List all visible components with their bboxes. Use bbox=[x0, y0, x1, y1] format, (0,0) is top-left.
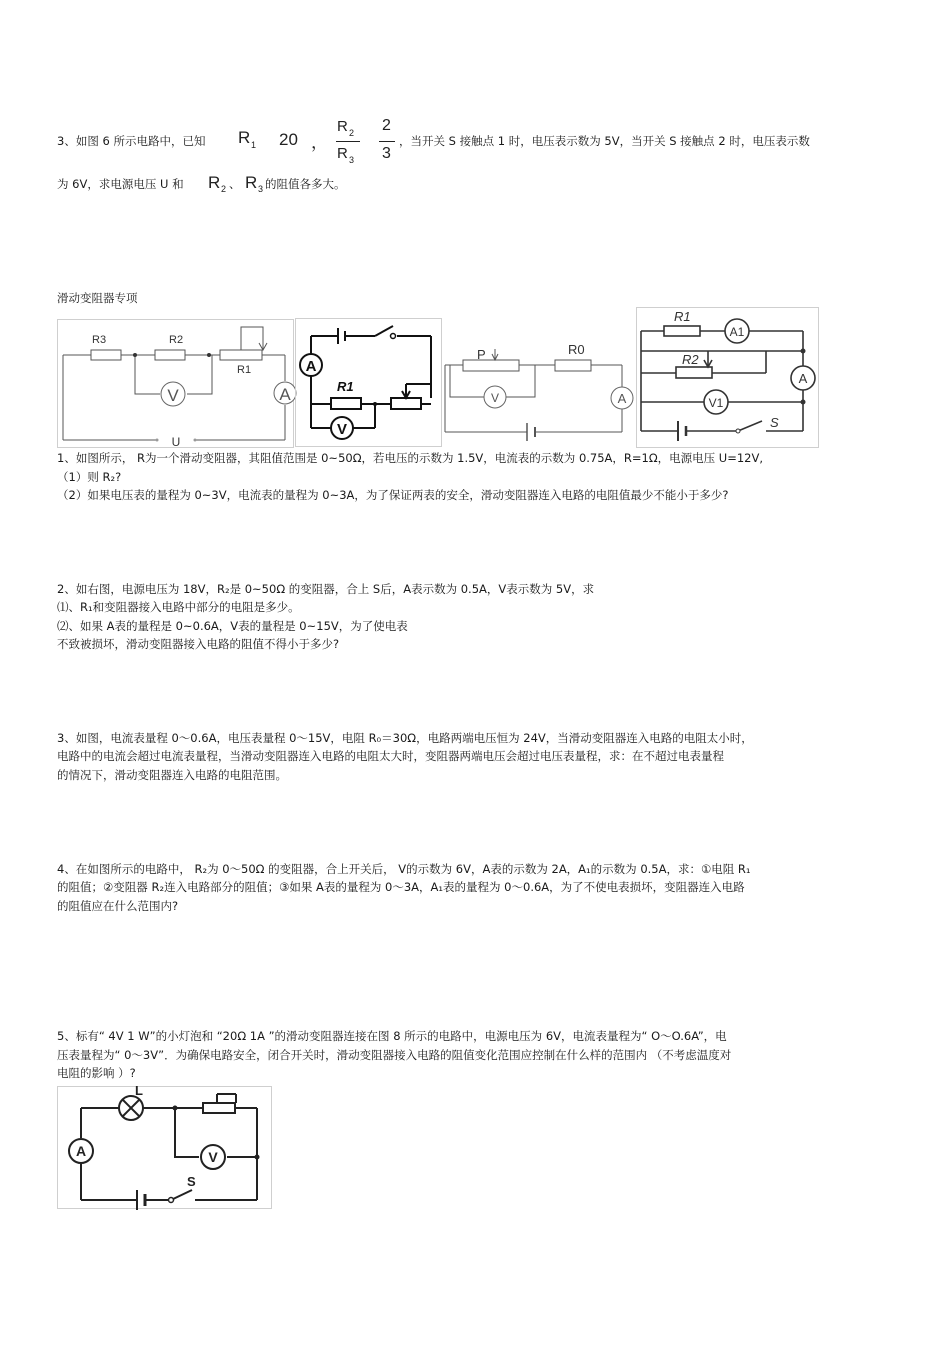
fig1-r2-label: R2 bbox=[169, 334, 184, 346]
r1-value: 20 bbox=[279, 130, 298, 149]
problem-2-line-1: 2、如右图，电源电压为 18V，R₂是 0~50Ω 的变阻器，合上 S后，A表示数为 0.5A，V表示数为 5V，求 bbox=[57, 582, 595, 596]
fig1-voltmeter-label: V bbox=[167, 386, 179, 405]
problem-2-line-3: ⑵、如果 A表的量程是 0~0.6A，V表的量程是 0~15V，为了使电表 bbox=[57, 619, 408, 633]
fig1-source-label: U bbox=[171, 435, 181, 449]
problem-3-line-1: 3、如图，电流表量程 0～0.6A，电压表量程 0～15V，电阻 R₀＝30Ω，电路两端电压恒为 24V，当滑动变阻器连入电路的电阻太小时， bbox=[57, 731, 753, 745]
intro-line2-b: 的阻值各多大。 bbox=[265, 177, 346, 191]
fig1-r3-label: R3 bbox=[92, 334, 107, 346]
fraction-numerator: 2 bbox=[382, 117, 391, 134]
problem-3-line-2: 电路中的电流会超过电流表量程，当滑动变阻器连入电路的电阻太大时，变阻器两端电压会超过电压表量程，求：在不超过电表量程 bbox=[57, 749, 724, 763]
fig4-r2-label: R2 bbox=[682, 352, 699, 367]
intro-text-a: 3、如图 6 所示电路中，已知 bbox=[57, 134, 206, 148]
fig4-v1-label: V1 bbox=[708, 396, 724, 410]
fig3-ammeter-label: A bbox=[617, 391, 627, 406]
fig1-r1-label: R1 bbox=[237, 364, 252, 376]
fraction-denominator: 3 bbox=[382, 145, 391, 162]
fig3-voltmeter-label: V bbox=[490, 391, 500, 405]
line2-r2-symbol: R bbox=[208, 173, 221, 192]
r1-subscript: 1 bbox=[251, 140, 257, 150]
line2-r3-symbol: R bbox=[245, 173, 258, 192]
circuit-figure-1 bbox=[57, 319, 295, 449]
fig5-lamp-label: L bbox=[135, 1083, 143, 1098]
problem-4-line-1: 4、在如图所示的电路中， R₂为 0～50Ω 的变阻器，合上开关后， V的示数为 6V，A表的示数为 2A，A₁的示数为 0.5A，求：①电阻 R₁ bbox=[57, 862, 751, 876]
intro-line2-a: 为 6V，求电源电压 U 和 bbox=[57, 177, 184, 191]
fig5-switch-label: S bbox=[187, 1174, 196, 1189]
problem-5-line-1: 5、标有“ 4V 1 W”的小灯泡和 “20Ω 1A ”的滑动变阻器连接在图 8 所示的电路中，电源电压为 6V，电流表量程为“ O～O.6A”，电 bbox=[57, 1029, 727, 1043]
problem-1-line-3: （2）如果电压表的量程为 0~3V，电流表的量程为 0~3A，为了保证两表的安全，滑动变阻器连入电路的电阻值最少不能小于多少? bbox=[57, 488, 729, 502]
r3-symbol: R bbox=[337, 145, 348, 162]
circuit-figure-5 bbox=[57, 1083, 273, 1210]
section-title: 滑动变阻器专项 bbox=[57, 291, 138, 305]
circuit-figure-4 bbox=[636, 307, 820, 449]
problem-4-line-3: 的阻值应在什么范围内? bbox=[57, 899, 179, 913]
intro-comma: ， bbox=[311, 133, 328, 152]
fig2-ammeter-label: A bbox=[305, 358, 317, 375]
line2-r3-subscript: 3 bbox=[258, 184, 264, 194]
line2-r2-subscript: 2 bbox=[221, 184, 227, 194]
fig5-ammeter-label: A bbox=[75, 1143, 87, 1159]
circuit-figure-3 bbox=[443, 336, 636, 448]
fig1-ammeter-label: A bbox=[279, 385, 291, 404]
problem-2-line-2: ⑴、R₁和变阻器接入电路中部分的电阻是多少。 bbox=[57, 600, 300, 614]
problem-5-line-3: 电阻的影响 ）? bbox=[57, 1066, 136, 1080]
problem-3-line-3: 的情况下，滑动变阻器连入电路的电阻范围。 bbox=[57, 768, 287, 782]
problem-5-line-2: 压表量程为“ 0～3V”．为确保电路安全，闭合开关时，滑动变阻器接入电路的阻值变化范围应控制在什么样的范围内 （不考虑温度对 bbox=[57, 1048, 732, 1062]
intro-text-b: ，当开关 S 接触点 1 时，电压表示数为 5V，当开关 S 接触点 2 时，电压表示数 bbox=[399, 134, 810, 148]
problem-4-line-2: 的阻值；②变阻器 R₂连入电路部分的阻值；③如果 A表的量程为 0～3A，A₁表的量程为 0～0.6A，为了不使电表损坏，变阻器连入电路 bbox=[57, 880, 745, 894]
r2-symbol: R bbox=[337, 118, 348, 135]
fig2-r1-label: R1 bbox=[337, 379, 354, 394]
circuit-figure-2 bbox=[295, 318, 443, 448]
fig5-voltmeter-label: V bbox=[208, 1149, 218, 1165]
ratio-fraction-bar bbox=[336, 141, 360, 142]
problem-1-line-1: 1、如图所示， R为一个滑动变阻器，其阻值范围是 0~50Ω，若电压的示数为 1.5V，电流表的示数为 0.75A，R=1Ω，电源电压 U=12V, bbox=[57, 451, 764, 465]
fig2-voltmeter-label: V bbox=[336, 421, 348, 438]
r1-symbol: R bbox=[238, 128, 251, 147]
r2-subscript: 2 bbox=[349, 128, 355, 138]
line2-separator: 、 bbox=[229, 177, 241, 191]
r3-subscript: 3 bbox=[349, 155, 355, 165]
value-fraction-bar bbox=[379, 141, 395, 142]
fig4-r1-label: R1 bbox=[674, 309, 691, 324]
fig3-slider-label: P bbox=[477, 347, 486, 362]
fig3-r0-label: R0 bbox=[568, 342, 585, 357]
problem-1-line-2: （1）则 R₂? bbox=[57, 470, 122, 484]
fig4-ammeter-label: A bbox=[798, 371, 808, 386]
problem-2-line-4: 不致被损坏，滑动变阻器接入电路的阻值不得小于多少? bbox=[57, 637, 340, 651]
fig4-switch-label: S bbox=[770, 415, 779, 430]
fig4-a1-label: A1 bbox=[729, 325, 745, 339]
